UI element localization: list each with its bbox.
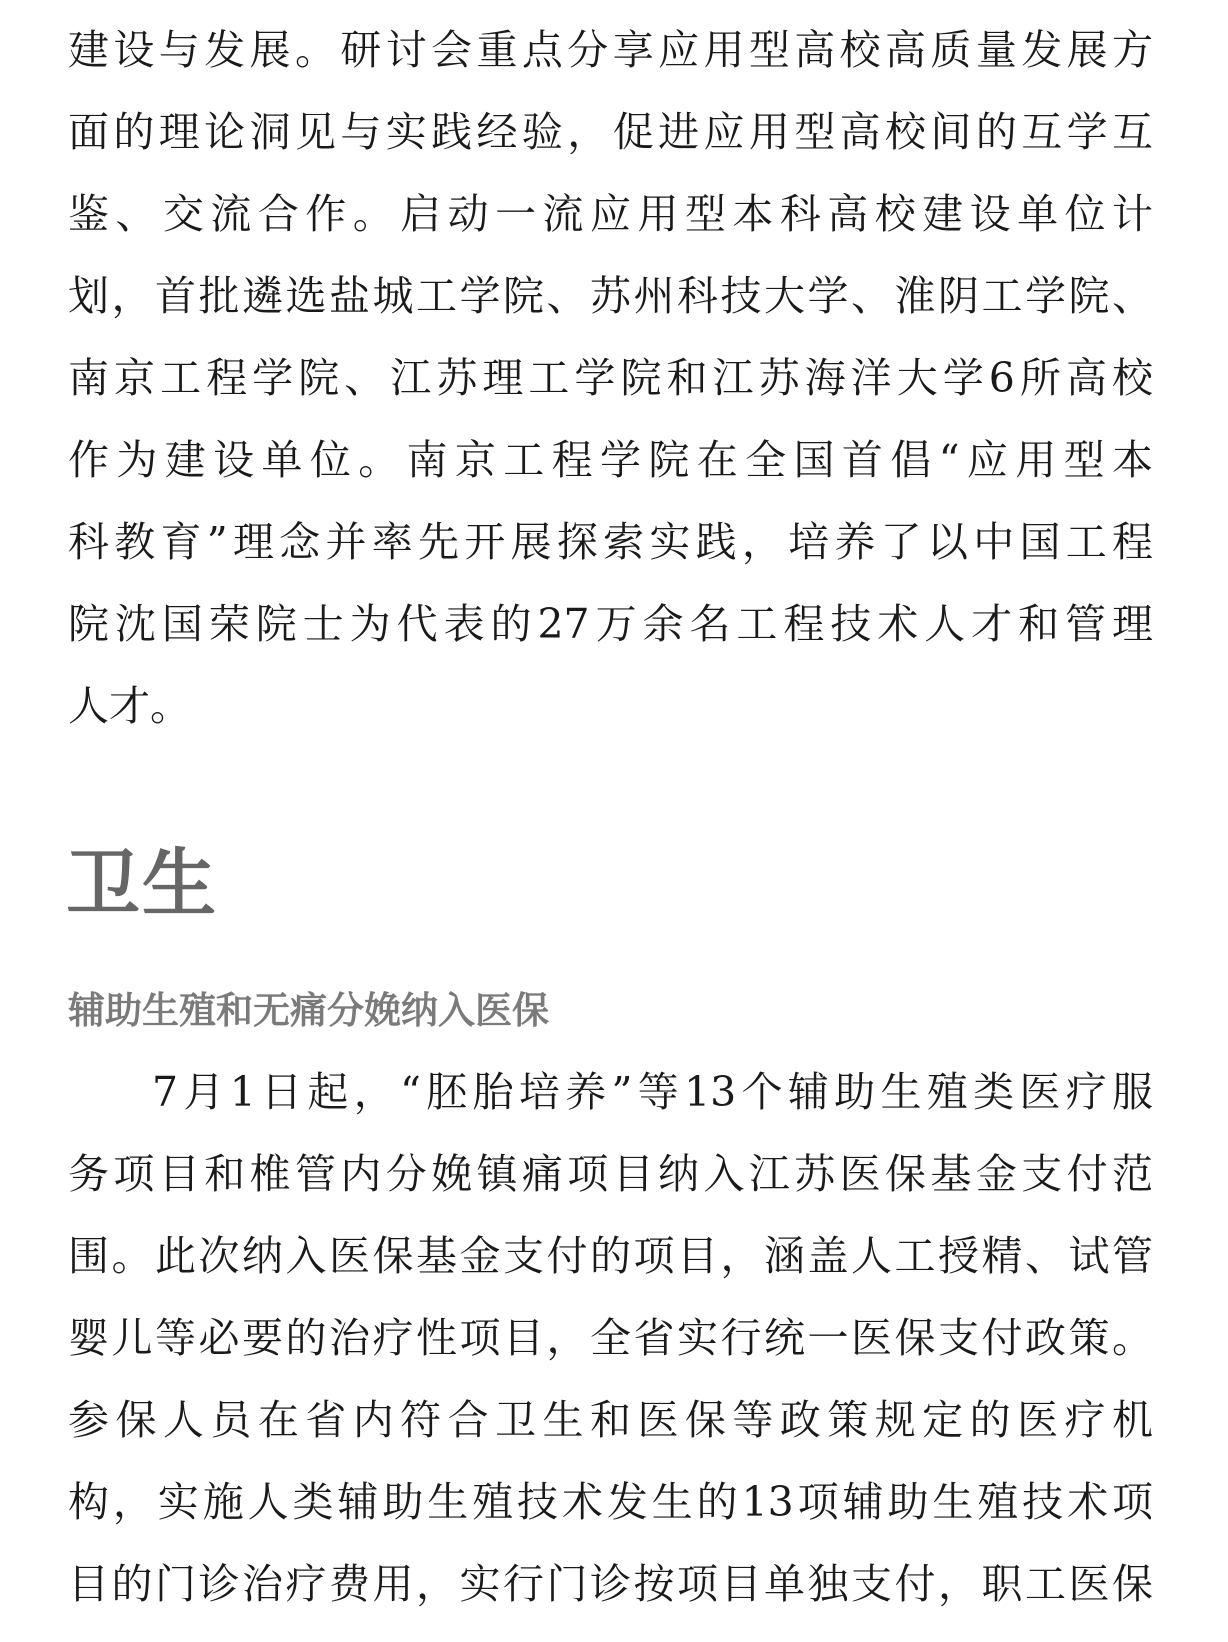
paragraph-line: 7月1日起，“胚胎培养”等13个辅助生殖类医疗服 xyxy=(152,1068,1153,1116)
paragraph-line: 作为建设单位。南京工程学院在全国首倡“应用型本 xyxy=(68,436,1153,484)
paragraph-line: 建设与发展。研讨会重点分享应用型高校高质量发展方 xyxy=(68,26,1153,74)
article-title: 辅助生殖和无痛分娩纳入医保 xyxy=(68,988,549,1032)
paragraph-line: 务项目和椎管内分娩镇痛项目纳入江苏医保基金支付范 xyxy=(68,1150,1153,1198)
paragraph-line: 科教育”理念并率先开展探索实践，培养了以中国工程 xyxy=(68,518,1153,566)
paragraph-line: 构，实施人类辅助生殖技术发生的13项辅助生殖技术项 xyxy=(68,1478,1153,1526)
paragraph-line: 婴儿等必要的治疗性项目，全省实行统一医保支付政策。 xyxy=(68,1314,1153,1362)
paragraph-line: 围。此次纳入医保基金支付的项目，涵盖人工授精、试管 xyxy=(68,1232,1153,1280)
paragraph-line: 面的理论洞见与实践经验，促进应用型高校间的互学互 xyxy=(68,108,1153,156)
paragraph-line: 鉴、交流合作。启动一流应用型本科高校建设单位计 xyxy=(68,190,1153,238)
paragraph-line: 院沈国荣院士为代表的27万余名工程技术人才和管理 xyxy=(68,600,1153,648)
paragraph-line: 南京工程学院、江苏理工学院和江苏海洋大学6所高校 xyxy=(68,354,1153,402)
paragraph-line: 参保人员在省内符合卫生和医保等政策规定的医疗机 xyxy=(68,1396,1153,1444)
section-title: 卫生 xyxy=(66,841,218,927)
paragraph-line: 人才。 xyxy=(68,682,191,730)
paragraph-line: 划，首批遴选盐城工学院、苏州科技大学、淮阴工学院、 xyxy=(68,272,1153,320)
paragraph-line: 目的门诊治疗费用，实行门诊按项目单独支付，职工医保 xyxy=(68,1560,1153,1608)
